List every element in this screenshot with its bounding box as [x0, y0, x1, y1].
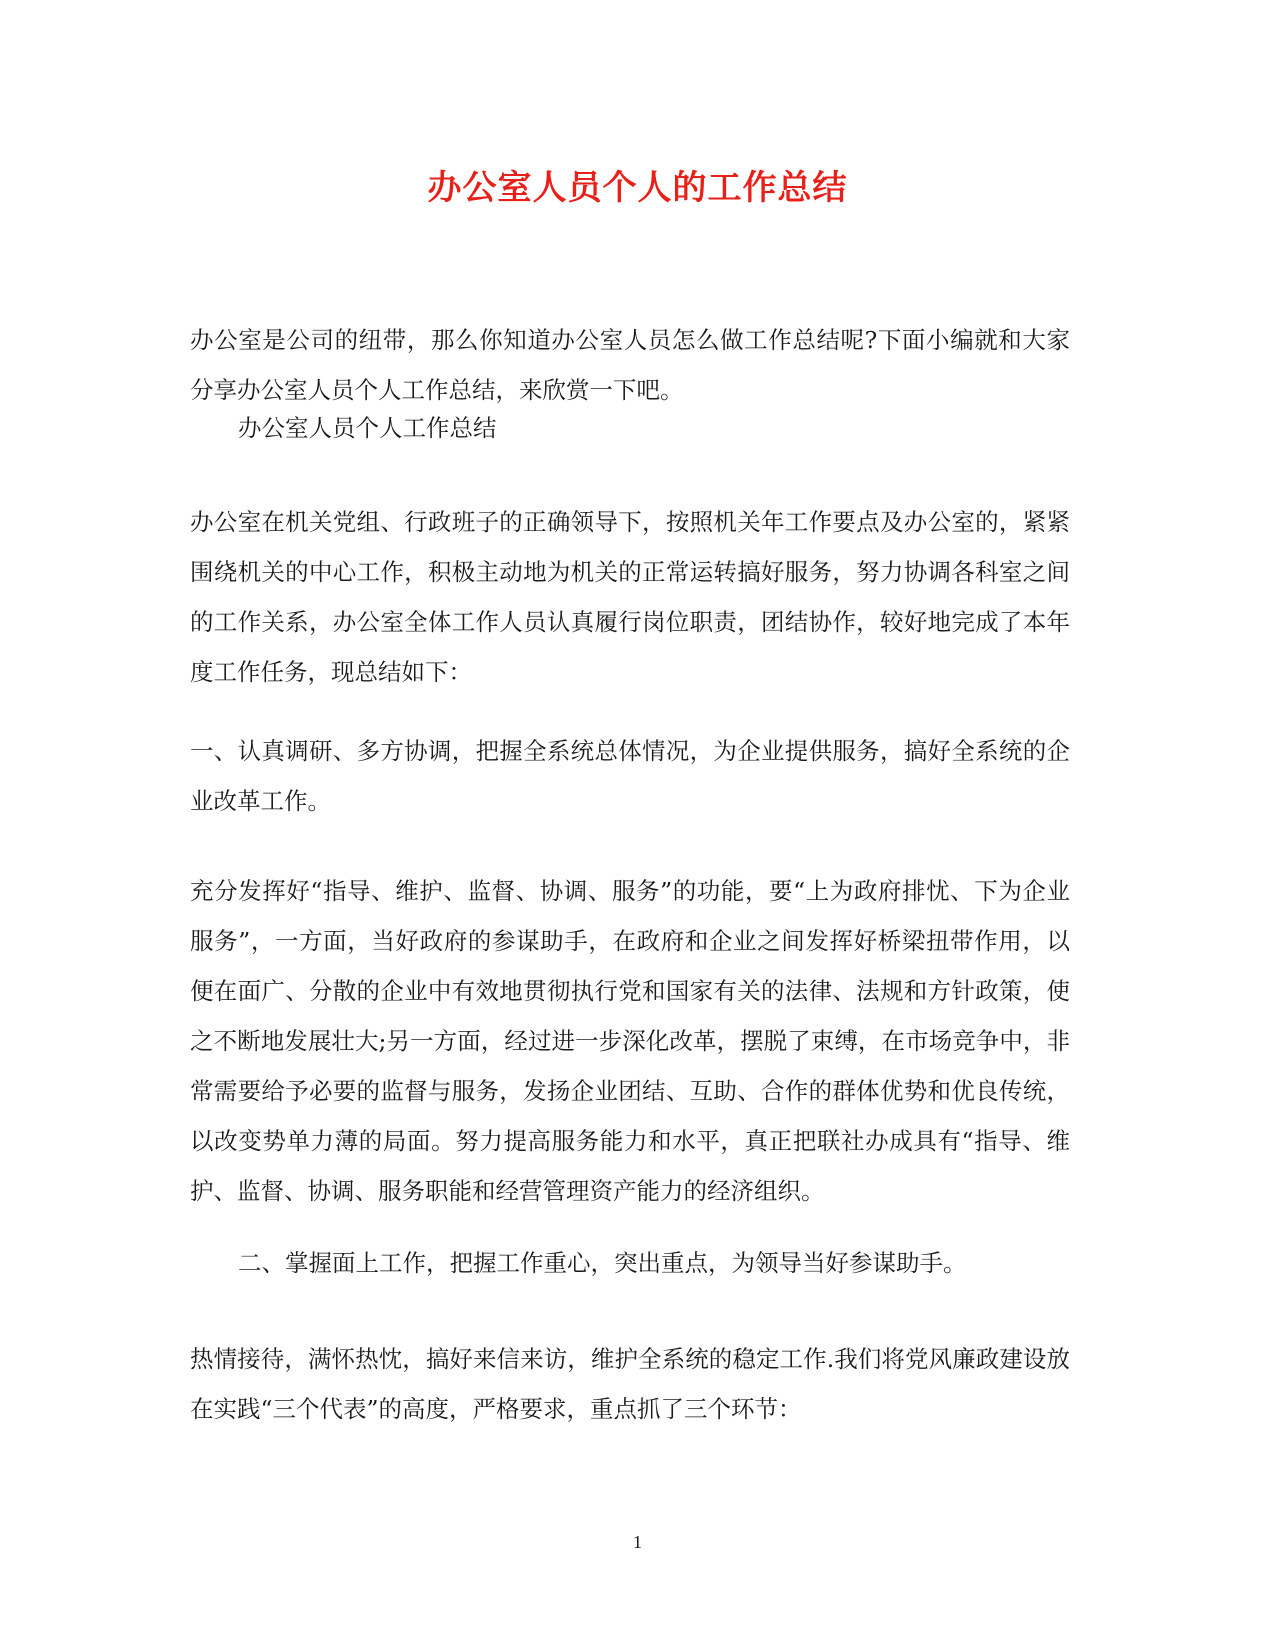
- point-two-heading: 二、掌握面上工作，把握工作重心，突出重点，为领导当好参谋助手。: [238, 1249, 967, 1277]
- body-paragraph-functions: 充分发挥好“指导、维护、监督、协调、服务”的功能，要“上为政府排忧、下为企业服务”，一方面，当好政府的参谋助手，在政府和企业之间发挥好桥梁扭带作用，以便在面广、分散的企业中有效地贯彻执行党和国家有关的法律、法规和方针政策，使之不断地发展壮大;另一方面，经过进一步深化改革，摆脱了束缚，在市场竞争中，非常需要给予必要的监督与服务，发扬企业团结、互助、合作的群体优势和优良传统，以改变势单力薄的局面。努力提高服务能力和水平，真正把联社办成具有“指导、维护、监督、协调、服务职能和经营管理资产能力的经济组织。: [190, 877, 1070, 1205]
- point-one-heading: 一、认真调研、多方协调，把握全系统总体情况，为企业提供服务，搞好全系统的企业改革工作。: [190, 737, 1070, 815]
- section-heading: 办公室人员个人工作总结: [238, 414, 497, 442]
- body-paragraph-reception: 热情接待，满怀热忱，搞好来信来访，维护全系统的稳定工作.我们将党风廉政建设放在实践“三个代表”的高度，严格要求，重点抓了三个环节：: [190, 1345, 1070, 1423]
- document-title: 办公室人员个人的工作总结: [427, 168, 848, 208]
- page-number: 1: [633, 1532, 642, 1552]
- body-paragraph-overview: 办公室在机关党组、行政班子的正确领导下，按照机关年工作要点及办公室的，紧紧围绕机关的中心工作，积极主动地为机关的正常运转搞好服务，努力协调各科室之间的工作关系，办公室全体工作人员认真履行岗位职责，团结协作，较好地完成了本年度工作任务，现总结如下：: [190, 508, 1070, 686]
- intro-paragraph: 办公室是公司的纽带，那么你知道办公室人员怎么做工作总结呢?下面小编就和大家分享办公室人员个人工作总结，来欣赏一下吧。: [190, 326, 1070, 404]
